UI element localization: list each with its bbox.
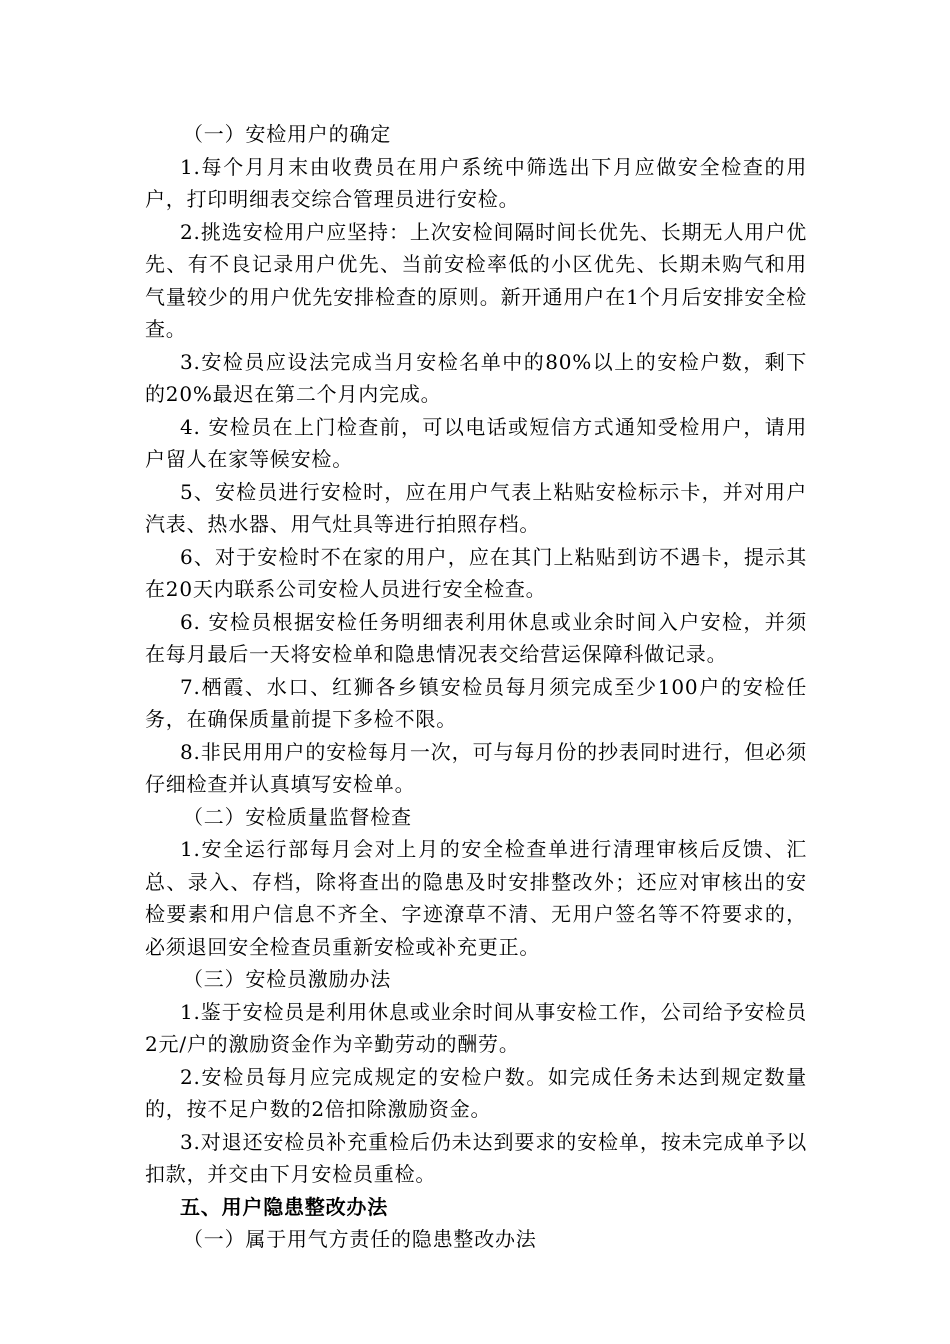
section-heading-3: （三）安检员激励办法 (183, 967, 391, 991)
paragraph: 2.挑选安检用户应坚持：上次安检间隔时间长优先、长期无人用户优先、有不良记录用户优先、当前安检率低的小区优先、长期未购气和用气量较少的用户优先安排检查的原则。新开通用户在1个月后安排安全检查。 (145, 219, 807, 341)
paragraph: 7.栖霞、水口、红狮各乡镇安检员每月须完成至少100户的安检任务，在确保质量前提下多检不限。 (145, 674, 807, 731)
paragraph: 2.安检员每月应完成规定的安检户数。如完成任务未达到规定数量的，按不足户数的2倍扣除激励资金。 (145, 1064, 807, 1121)
section-heading-2: （二）安检质量监督检查 (183, 804, 412, 829)
section-heading-4: （一）属于用气方责任的隐患整改办法 (183, 1227, 537, 1251)
document-body (145, 118, 807, 1256)
paragraph: 8.非民用用户的安检每月一次，可与每月份的抄表同时进行，但必须仔细检查并认真填写安检单。 (145, 739, 807, 796)
paragraph: 4. 安检员在上门检查前，可以电话或短信方式通知受检用户，请用户留人在家等候安检。 (145, 414, 807, 471)
paragraph: 1.每个月月末由收费员在用户系统中筛选出下月应做安全检查的用户，打印明细表交综合管理员进行安检。 (145, 154, 807, 211)
paragraph: 1.鉴于安检员是利用休息或业余时间从事安检工作，公司给予安检员2元/户的激励资金作为辛勤劳动的酬劳。 (145, 999, 807, 1056)
paragraph: 6、对于安检时不在家的用户，应在其门上粘贴到访不遇卡，提示其在20天内联系公司安检人员进行安全检查。 (145, 544, 807, 601)
paragraph: 6. 安检员根据安检任务明细表利用休息或业余时间入户安检，并须在每月最后一天将安检单和隐患情况表交给营运保障科做记录。 (145, 609, 807, 666)
section-heading-1: （一）安检用户的确定 (183, 122, 391, 146)
paragraph: 1.安全运行部每月会对上月的安全检查单进行清理审核后反馈、汇总、录入、存档，除将查出的隐患及时安排整改外；还应对审核出的安检要素和用户信息不齐全、字迹潦草不清、无用户签名等不符要求的，必须退回安全检查员重新安检或补充更正。 (145, 837, 807, 959)
paragraph: 3.对退还安检员补充重检后仍未达到要求的安检单，按未完成单予以扣款，并交由下月安检员重检。 (145, 1129, 807, 1186)
paragraph: 3.安检员应设法完成当月安检名单中的80%以上的安检户数，剩下的20%最迟在第二个月内完成。 (145, 349, 807, 406)
chapter-heading: 五、用户隐患整改办法 (180, 1194, 388, 1219)
paragraph: 5、安检员进行安检时，应在用户气表上粘贴安检标示卡，并对用户汽表、热水器、用气灶具等进行拍照存档。 (145, 479, 807, 536)
